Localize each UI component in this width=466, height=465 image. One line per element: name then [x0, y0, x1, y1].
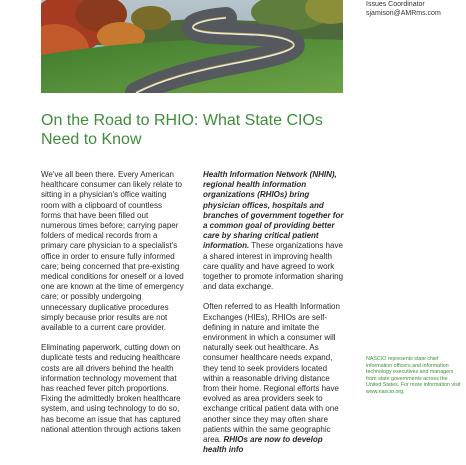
- contact-role: Issues Coordinator: [366, 1, 425, 8]
- paragraph: [203, 170, 346, 292]
- nascio-sidenote: NASCIO represents state chief information officers and information technology executives and managers from state governments across the United States. For more information visit www.nascio.org.: [366, 356, 461, 395]
- contact-block: [366, 0, 466, 18]
- paragraph-text: These organizations have a shared interest in improving health care quality and have agreed to work together to promote information sharing and data exchange.: [203, 241, 344, 292]
- paragraph-text: Often referred to as Health Information Exchanges (HIEs), RHIOs are self-defining in nature and imitate the environment in which a consumer will naturally seek out healthcare. As consumer healthcare needs expand, they tend to seek providers located within a reasonable driving distance from their home. Regional efforts have evolved as area providers seek to exchange critical patient data with one another since they may often share patients within the same geographic area.: [203, 302, 340, 445]
- article-column-right: [203, 170, 346, 465]
- paragraph: [203, 302, 346, 455]
- paragraph: Eliminating paperwork, cutting down on duplicate tests and reducing healthcare costs are all drivers behind the health information technology movement that has reached fever pitch proportions. Fixing the admittedly broken healthcare system, and using technology to do so, has become an issue that has captured national attention through actions taken: [41, 343, 181, 434]
- lead-emphasis: Health Information Network (NHIN), regional health information organizations (RHIOs) bring physician offices, hospitals and branches of government together for a common goal of providing better care by sharing critical patient information.: [203, 170, 344, 251]
- hero-photo: [41, 0, 343, 93]
- winding-road-image: [41, 0, 343, 93]
- article-column-left: [41, 170, 184, 445]
- paragraph-tail-emphasis: RHIOs are now to develop health info: [203, 435, 323, 455]
- contact-email[interactable]: sjamison@AMRms.com: [366, 10, 441, 17]
- article-title: On the Road to RHIO: What State CIOs Need to Know: [41, 112, 323, 148]
- paragraph: We've all been there. Every American healthcare consumer can likely relate to sitting in a physician's office waiting room with a clipboard of countless forms that have been filled out numerous times before; carrying paper folders of medical records from a primary care physician to a specialist's office in order to ensure fully informed care; being concerned that pre-existing medical conditions for oneself or a loved one are known at the time of emergency care; or possibly undergoing unnecessary duplicative procedures simply because prior results are not available to a current care provider.: [41, 170, 184, 333]
